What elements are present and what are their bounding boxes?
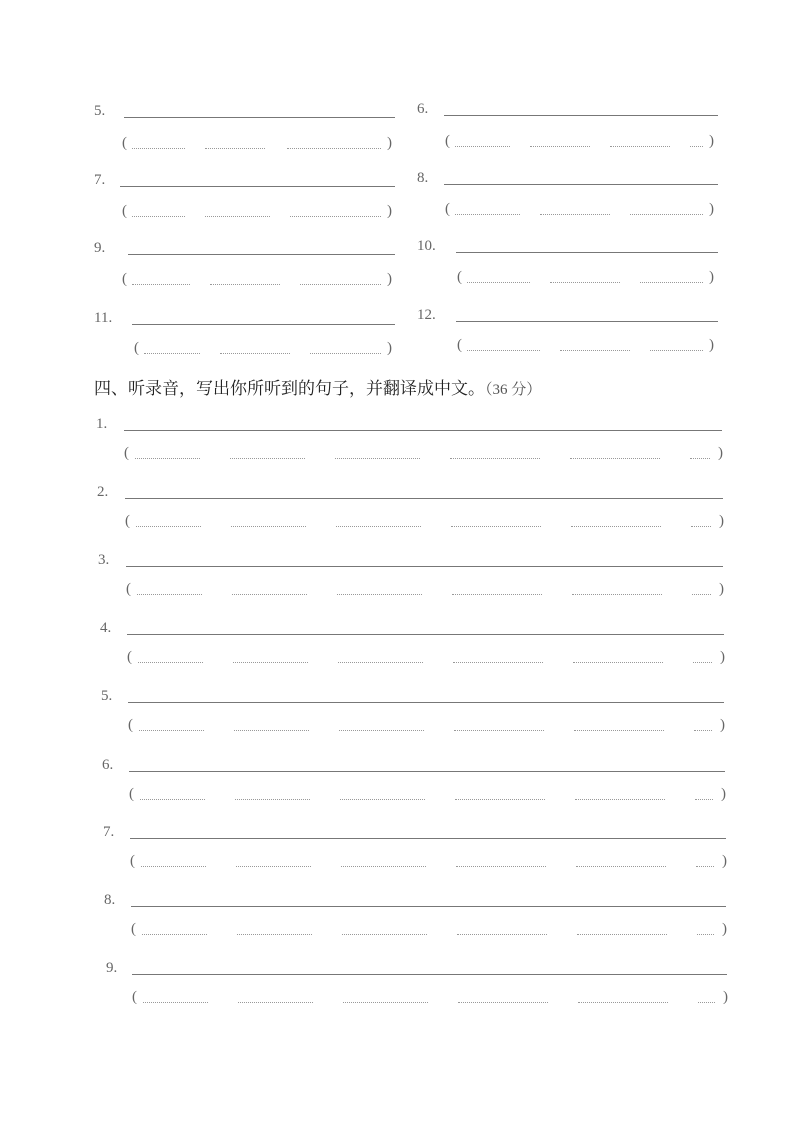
dotted-blank [454,730,544,731]
dotted-blank [132,216,185,217]
dotted-blank [467,350,540,351]
dotted-blank [139,730,204,731]
dotted-blank [233,662,308,663]
open-paren: ( [122,203,127,219]
section-3-answer-line[interactable] [120,186,395,187]
close-paren: ) [719,513,724,529]
section-4-answer-line[interactable] [124,430,722,431]
dotted-blank [693,662,712,663]
section-4-item-number: 5. [101,688,113,704]
section-4-answer-line[interactable] [126,566,723,567]
section-4-answer-line[interactable] [128,702,724,703]
dotted-blank [610,146,670,147]
section-3-answer-line[interactable] [456,252,718,253]
dotted-blank [456,866,546,867]
dotted-blank [630,214,703,215]
dotted-blank [132,148,185,149]
dotted-blank [339,730,424,731]
section-3-item-number: 5. [94,103,106,119]
dotted-blank [138,662,203,663]
section-4-item-number: 6. [102,757,114,773]
section-4-item-number: 2. [97,484,109,500]
close-paren: ) [720,717,725,733]
dotted-blank [450,458,540,459]
dotted-blank [141,866,206,867]
dotted-blank [205,148,265,149]
section-3-item-number: 10. [417,238,436,254]
section-3-answer-line[interactable] [444,115,718,116]
close-paren: ) [722,853,727,869]
section-3-item-number: 11. [94,310,113,326]
dotted-blank [692,594,711,595]
section-3-answer-line[interactable] [132,324,395,325]
dotted-blank [135,458,200,459]
open-paren: ( [126,581,131,597]
dotted-blank [540,214,610,215]
dotted-blank [640,282,703,283]
dotted-blank [690,458,710,459]
dotted-blank [234,730,309,731]
section-3-item-number: 9. [94,240,106,256]
dotted-blank [337,594,422,595]
section-4-answer-line[interactable] [130,838,726,839]
dotted-blank [550,282,620,283]
dotted-blank [573,662,663,663]
open-paren: ( [128,717,133,733]
dotted-blank [560,350,630,351]
section-4-answer-line[interactable] [132,974,727,975]
dotted-blank [574,730,664,731]
open-paren: ( [130,853,135,869]
dotted-blank [451,526,541,527]
section-4-item-number: 9. [106,960,118,976]
dotted-blank [142,934,207,935]
dotted-blank [570,458,660,459]
section-3-answer-line[interactable] [456,321,718,322]
dotted-blank [455,799,545,800]
dotted-blank [650,350,703,351]
section-3-item-number: 12. [417,307,436,323]
dotted-blank [455,146,510,147]
dotted-blank [144,353,200,354]
dotted-blank [290,216,381,217]
dotted-blank [136,526,201,527]
close-paren: ) [721,786,726,802]
dotted-blank [235,799,310,800]
dotted-blank [530,146,590,147]
dotted-blank [342,934,427,935]
close-paren: ) [387,340,392,356]
dotted-blank [690,146,703,147]
section-3-item-number: 6. [417,101,429,117]
section-3-answer-line[interactable] [124,117,395,118]
close-paren: ) [709,201,714,217]
dotted-blank [205,216,270,217]
open-paren: ( [127,649,132,665]
open-paren: ( [457,337,462,353]
open-paren: ( [125,513,130,529]
dotted-blank [695,799,713,800]
close-paren: ) [723,989,728,1005]
dotted-blank [572,594,662,595]
dotted-blank [236,866,311,867]
dotted-blank [341,866,426,867]
dotted-blank [343,1002,428,1003]
dotted-blank [577,934,667,935]
close-paren: ) [722,921,727,937]
close-paren: ) [387,135,392,151]
section-4-heading [94,374,541,399]
dotted-blank [140,799,205,800]
close-paren: ) [719,581,724,597]
dotted-blank [576,866,666,867]
section-4-item-number: 8. [104,892,116,908]
close-paren: ) [718,445,723,461]
open-paren: ( [457,269,462,285]
open-paren: ( [131,921,136,937]
close-paren: ) [709,337,714,353]
dotted-blank [691,526,711,527]
dotted-blank [697,934,714,935]
dotted-blank [696,866,714,867]
dotted-blank [453,662,543,663]
section-4-item-number: 4. [100,620,112,636]
dotted-blank [220,353,290,354]
close-paren: ) [720,649,725,665]
section-4-answer-line[interactable] [125,498,723,499]
dotted-blank [457,934,547,935]
dotted-blank [238,1002,313,1003]
dotted-blank [455,214,520,215]
section-4-item-number: 3. [98,552,110,568]
close-paren: ) [709,133,714,149]
dotted-blank [336,526,421,527]
dotted-blank [452,594,542,595]
open-paren: ( [122,135,127,151]
section-3-answer-line[interactable] [444,184,718,185]
dotted-blank [694,730,712,731]
dotted-blank [571,526,661,527]
close-paren: ) [387,203,392,219]
section-4-answer-line[interactable] [129,771,725,772]
dotted-blank [578,1002,668,1003]
dotted-blank [698,1002,715,1003]
close-paren: ) [709,269,714,285]
dotted-blank [575,799,665,800]
dotted-blank [232,594,307,595]
open-paren: ( [132,989,137,1005]
close-paren: ) [387,271,392,287]
dotted-blank [143,1002,208,1003]
dotted-blank [338,662,423,663]
dotted-blank [230,458,305,459]
section-3-answer-line[interactable] [128,254,395,255]
section-4-item-number: 1. [96,416,108,432]
dotted-blank [132,284,190,285]
dotted-blank [287,148,381,149]
open-paren: ( [445,133,450,149]
open-paren: ( [134,340,139,356]
open-paren: ( [129,786,134,802]
dotted-blank [300,284,381,285]
open-paren: ( [124,445,129,461]
section-3-item-number: 7. [94,172,106,188]
section-4-score: （36 分） [485,382,542,398]
dotted-blank [237,934,312,935]
dotted-blank [467,282,530,283]
open-paren: ( [445,201,450,217]
dotted-blank [458,1002,548,1003]
dotted-blank [310,353,381,354]
dotted-blank [137,594,202,595]
section-4-title: 四、听录音，写出你所听到的句子，并翻译成中文。 [94,379,485,399]
dotted-blank [335,458,420,459]
section-4-item-number: 7. [103,824,115,840]
open-paren: ( [122,271,127,287]
dotted-blank [210,284,280,285]
dotted-blank [231,526,306,527]
dotted-blank [340,799,425,800]
section-3-item-number: 8. [417,170,429,186]
section-4-answer-line[interactable] [127,634,724,635]
section-4-answer-line[interactable] [131,906,726,907]
